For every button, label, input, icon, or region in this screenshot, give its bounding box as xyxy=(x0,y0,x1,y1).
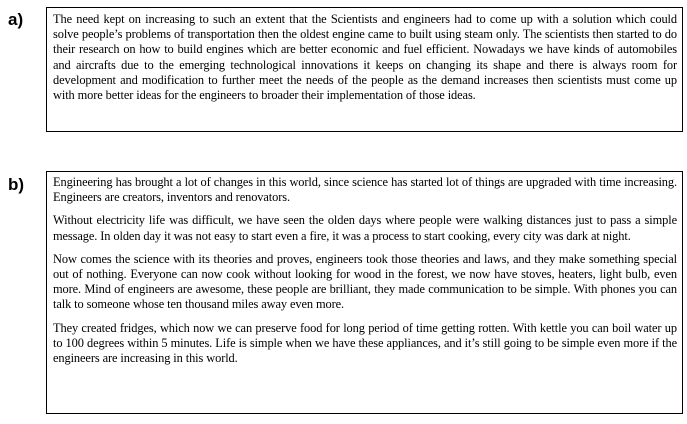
paragraph-b-4: They created fridges, which now we can preserve food for long period of time getting rotten. With kettle you can boil water up to 100 degrees within 5 minutes. Life is simple when we have these appliances, and it’s still going to be simple even more if the engineers are increasing in this world. xyxy=(53,320,677,366)
text-box-b xyxy=(46,171,683,414)
section-label-a: a) xyxy=(8,10,24,29)
paragraph-a-1: The need kept on increasing to such an extent that the Scientists and engineers had to come up with a solution which could solve people’s problems of transportation then the oldest engine came to built using steam only. The scientists then started to do their research on how to build engines which are better economic and fuel efficient. Nowadays we have kinds of automobiles and aircrafts due to the emerging technological innovations it keeps on changing its shape and there is always room for development and modification to further meet the needs of the people as the demand increases then scientists must come up with more better ideas for the engineers to broader their implementation of those ideas. xyxy=(53,12,677,103)
section-label-b: b) xyxy=(8,175,25,194)
paragraph-b-3: Now comes the science with its theories and proves, engineers took those theories and laws, and they make something special out of nothing. Everyone can now cook without looking for wood in the forest, we now have stoves, heaters, light bulb, even more. Mind of engineers are awesome, these people are brilliant, they made communication to be simple. With phones you can talk to someone whose ten thousand miles away even more. xyxy=(53,251,677,312)
paragraph-b-2: Without electricity life was difficult, we have seen the olden days where people were walking distances just to pass a simple message. In olden day it was not easy to start even a fire, it was a process to start cooking, every city was dark at night. xyxy=(53,213,677,243)
text-box-a xyxy=(46,7,683,132)
paragraph-b-1: Engineering has brought a lot of changes in this world, since science has started lot of things are upgraded with time increasing. Engineers are creators, inventors and renovators. xyxy=(53,175,677,205)
